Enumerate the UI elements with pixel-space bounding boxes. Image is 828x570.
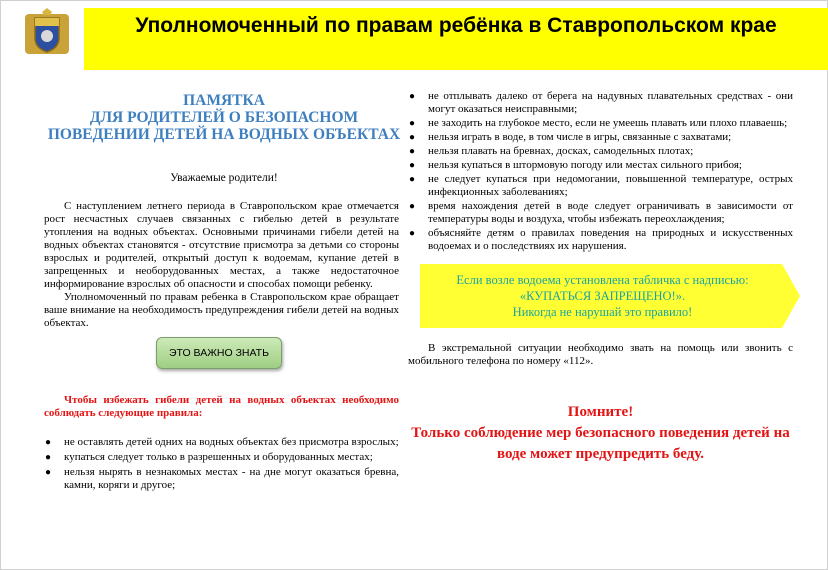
bullet-icon: ●: [409, 118, 416, 129]
warning-line: Никогда не нарушай это правило!: [512, 305, 693, 319]
remember-message: Только соблюдение мер безопасного поведения детей на воде может предупредить беду.: [411, 425, 790, 462]
bullet-icon: ●: [409, 146, 416, 157]
list-item: [408, 227, 793, 253]
bullet-icon: ●: [409, 160, 416, 171]
rule-text: не отплывать далеко от берега на надувных плавательных средствах - они могут оказаться неисправными;: [428, 90, 793, 115]
salutation: Уважаемые родители!: [170, 172, 278, 184]
list-item: [408, 117, 793, 130]
rule-text: нельзя купаться в штормовую погоду или местах сильного прибоя;: [428, 159, 742, 171]
bullet-icon: ●: [409, 201, 416, 212]
bullet-icon: ●: [45, 452, 52, 463]
bullet-icon: ●: [45, 437, 52, 448]
rule-text: нельзя плавать на бревнах, досках, самодельных плотах;: [428, 145, 694, 157]
intro-paragraph: С наступлением летнего периода в Ставропольском крае отмечается рост несчастных случаев связанных с гибелью детей в результате утопления на водных объектах. Основными причинами гибели детей на водных объектах становятся - отсутствие присмотра за детьми со стороны взрослых и родителей, открытый доступ к водоемам, купание детей в запрещенных и необорудованных местах, а также недостаточное информирование взрослых об опасности и способах помощи ребенку.: [44, 200, 399, 290]
rule-text: купаться следует только в разрешенных и оборудованных местах;: [64, 451, 373, 463]
bullet-icon: ●: [409, 228, 416, 239]
list-item: [408, 173, 793, 199]
memo-title: [36, 92, 412, 143]
remember-block: [408, 402, 793, 465]
list-item: [408, 159, 793, 172]
rule-text: нельзя нырять в незнакомых местах - на дне могут оказаться бревна, камни, коряги и другое;: [64, 466, 399, 491]
remember-heading: Помните!: [567, 404, 634, 420]
bullet-icon: ●: [409, 91, 416, 102]
list-item: [44, 436, 399, 449]
warning-line: «КУПАТЬСЯ ЗАПРЕЩЕНО!».: [519, 289, 686, 303]
rules-intro: Чтобы избежать гибели детей на водных объектах необходимо соблюдать следующие правила:: [44, 394, 399, 419]
rule-text: объясняйте детям о правилах поведения на природных и искусственных водоемах и о последствиях их нарушения.: [428, 227, 793, 252]
rule-text: не заходить на глубокое место, если не умеешь плавать или плохо плаваешь;: [428, 117, 788, 129]
right-rules-list: [408, 90, 793, 254]
list-item: [44, 466, 399, 492]
left-rules-list: [44, 436, 399, 494]
memo-title-line: ПОВЕДЕНИИ ДЕТЕЙ НА ВОДНЫХ ОБЪЕКТАХ: [47, 126, 401, 143]
rule-text: нельзя играть в воде, в том числе в игры, связанные с захватами;: [428, 131, 732, 143]
bullet-icon: ●: [409, 174, 416, 185]
memo-title-line: ДЛЯ РОДИТЕЛЕЙ О БЕЗОПАСНОМ: [89, 109, 359, 126]
important-button[interactable]: ЭТО ВАЖНО ЗНАТЬ: [156, 337, 282, 369]
rule-text: время нахождения детей в воде следует ограничивать в зависимости от температуры воды и воздуха, чтобы избежать переохлаждения;: [428, 200, 793, 225]
memo-title-line: ПАМЯТКА: [183, 92, 265, 109]
list-item: [408, 131, 793, 144]
warning-line: Если возле водоема установлена табличка с надписью:: [456, 273, 749, 287]
bullet-icon: ●: [45, 467, 52, 478]
emergency-paragraph: В экстремальной ситуации необходимо звать на помощь или звонить с мобильного телефона по номеру «112».: [408, 342, 793, 367]
list-item: [44, 451, 399, 464]
rule-text: не оставлять детей одних на водных объектах без присмотра взрослых;: [64, 436, 399, 448]
header-title: Уполномоченный по правам ребёнка в Ставропольском крае: [135, 14, 777, 37]
list-item: [408, 90, 793, 116]
list-item: [408, 200, 793, 226]
list-item: [408, 145, 793, 158]
ombudsman-paragraph: Уполномоченный по правам ребенка в Ставропольском крае обращает ваше внимание на необходимость предупреждения гибели детей на водных объектах.: [44, 291, 399, 329]
coat-of-arms-icon: [22, 8, 72, 58]
bullet-icon: ●: [409, 132, 416, 143]
warning-banner-text: [420, 272, 785, 320]
rule-text: не следует купаться при недомогании, повышенной температуре, острых инфекционных заболеваниях;: [428, 173, 793, 198]
